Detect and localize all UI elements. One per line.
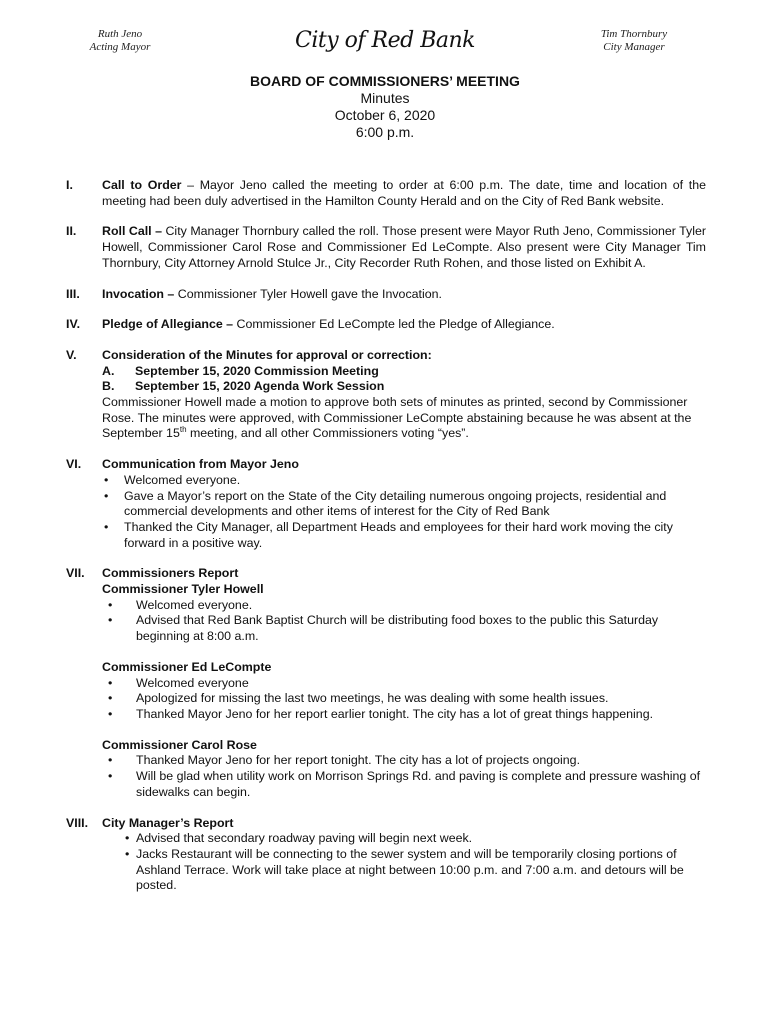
ordinal-suffix: th	[179, 425, 187, 435]
section-pledge	[66, 317, 706, 333]
mayor-list	[102, 473, 706, 552]
section-number: VI.	[66, 457, 82, 472]
list-item: • Thanked Mayor Jeno for her report earlier tonight. The city has a lot of great things happening.	[102, 707, 706, 723]
section-text: Commissioner Ed LeCompte led the Pledge of Allegiance.	[233, 317, 555, 332]
section-roll-call	[66, 224, 706, 271]
commissioner-rose-heading: Commissioner Carol Rose	[102, 737, 257, 752]
section-body	[102, 224, 706, 271]
list-item: • Apologized for missing the last two meetings, he was dealing with some health issues.	[102, 691, 706, 707]
manager-block	[584, 28, 684, 54]
item-letter: A.	[102, 363, 115, 378]
list-item: • Welcomed everyone.	[102, 473, 706, 489]
meeting-subtitle: Minutes	[360, 90, 410, 106]
mayor-title: Acting Mayor	[89, 41, 151, 53]
list-item: • Advised that secondary roadway paving will begin next week.	[102, 831, 706, 847]
list-item: • Will be glad when utility work on Morrison Springs Rd. and paving is complete and pressure washing of sidewalks can begin.	[102, 769, 706, 800]
section-label: Call to Order	[102, 178, 182, 192]
section-body	[102, 178, 706, 209]
section-number: VII.	[66, 566, 85, 581]
list-item: • Thanked the City Manager, all Department Heads and employees for their hard work moving the city forward in a positive way.	[102, 520, 706, 551]
item-letter: B.	[102, 379, 115, 394]
list-item: • Thanked Mayor Jeno for her report tonight. The city has a lot of projects ongoing.	[102, 753, 706, 769]
section-number: V.	[66, 347, 77, 362]
list-item: • Welcomed everyone	[102, 676, 706, 692]
title-block	[0, 73, 770, 141]
rose-list	[102, 753, 706, 800]
section-number: III.	[66, 286, 80, 301]
list-item: • Gave a Mayor’s report on the State of the City detailing numerous ongoing projects, residential and commercial developments and other items of interest for the City of Red Bank	[102, 489, 706, 520]
section-label: Communication from Mayor Jeno	[102, 457, 299, 472]
section-body	[102, 348, 706, 442]
section-call-to-order	[66, 178, 706, 209]
list-item: • Welcomed everyone.	[102, 598, 706, 614]
minutes-item-b	[102, 379, 706, 395]
mayor-name: Ruth Jeno	[97, 28, 143, 40]
lecompte-list	[102, 676, 706, 723]
section-body	[102, 566, 706, 800]
section-label: Roll Call –	[102, 224, 162, 239]
section-number: IV.	[66, 317, 81, 332]
section-label: Commissioners Report	[102, 566, 239, 581]
manager-name: Tim Thornbury	[600, 28, 668, 40]
section-text: – Mayor Jeno called the meeting to order at 6:00 p.m. The date, time and location of the meeting had been duly advertised in the Hamilton County Herald and on the City of Red Bank website.	[102, 178, 707, 208]
motion-text-b: meeting, and all other Commissioners voting “yes”.	[186, 426, 469, 441]
section-city-manager-report	[66, 816, 706, 895]
list-item: • Jacks Restaurant will be connecting to the sewer system and will be temporarily closing portions of Ashland Terrace. Work will take place at night between 10:00 p.m. and 7:00 a.m. and detours will be posted.	[102, 847, 706, 894]
howell-list	[102, 598, 706, 645]
section-label: Invocation –	[102, 286, 175, 301]
manager-title: City Manager	[603, 41, 665, 53]
section-minutes-approval	[66, 348, 706, 442]
commissioner-howell-heading: Commissioner Tyler Howell	[102, 582, 264, 597]
motion-text	[102, 395, 706, 442]
letterhead	[0, 28, 770, 68]
manager-list	[102, 831, 706, 894]
meeting-title: BOARD OF COMMISSIONERS’ MEETING	[250, 73, 520, 89]
city-name: City of Red Bank	[295, 28, 475, 53]
motion-text-a: Commissioner Howell made a motion to approve both sets of minutes as printed, second by Commissioner Rose. The minutes were approved, with Commissioner LeCompte abstaining because he was absent at the September 15	[102, 395, 692, 441]
list-item: • Advised that Red Bank Baptist Church will be distributing food boxes to the public this Saturday beginning at 8:00 a.m.	[102, 613, 706, 644]
section-invocation	[66, 287, 706, 303]
section-body	[102, 287, 706, 303]
item-text: September 15, 2020 Commission Meeting	[135, 363, 379, 378]
section-label: Consideration of the Minutes for approval or correction:	[102, 347, 432, 362]
section-label: City Manager’s Report	[102, 815, 234, 830]
section-number: II.	[66, 224, 77, 239]
item-text: September 15, 2020 Agenda Work Session	[135, 379, 385, 394]
section-body	[102, 457, 706, 551]
minutes-item-a	[102, 364, 706, 380]
minutes-sections	[66, 178, 706, 909]
section-commissioners-report	[66, 566, 706, 800]
commissioner-lecompte-heading: Commissioner Ed LeCompte	[102, 659, 272, 674]
section-number: I.	[66, 178, 73, 192]
meeting-time: 6:00 p.m.	[355, 124, 415, 140]
section-body	[102, 317, 706, 333]
section-label: Pledge of Allegiance –	[102, 317, 234, 332]
meeting-date: October 6, 2020	[334, 107, 436, 123]
section-mayor-communication	[66, 457, 706, 551]
section-body	[102, 816, 706, 895]
section-number: VIII.	[66, 815, 89, 830]
section-text: City Manager Thornbury called the roll. Those present were Mayor Ruth Jeno, Commissioner Tyler Howell, Commissioner Carol Rose and Commissioner Ed LeCompte. Also present were City Manager Tim Thornbury, City Attorney Arnold Stulce Jr., City Recorder Ruth Rohen, and those listed on Exhibit A.	[102, 224, 706, 270]
section-text: Commissioner Tyler Howell gave the Invocation.	[174, 286, 442, 301]
